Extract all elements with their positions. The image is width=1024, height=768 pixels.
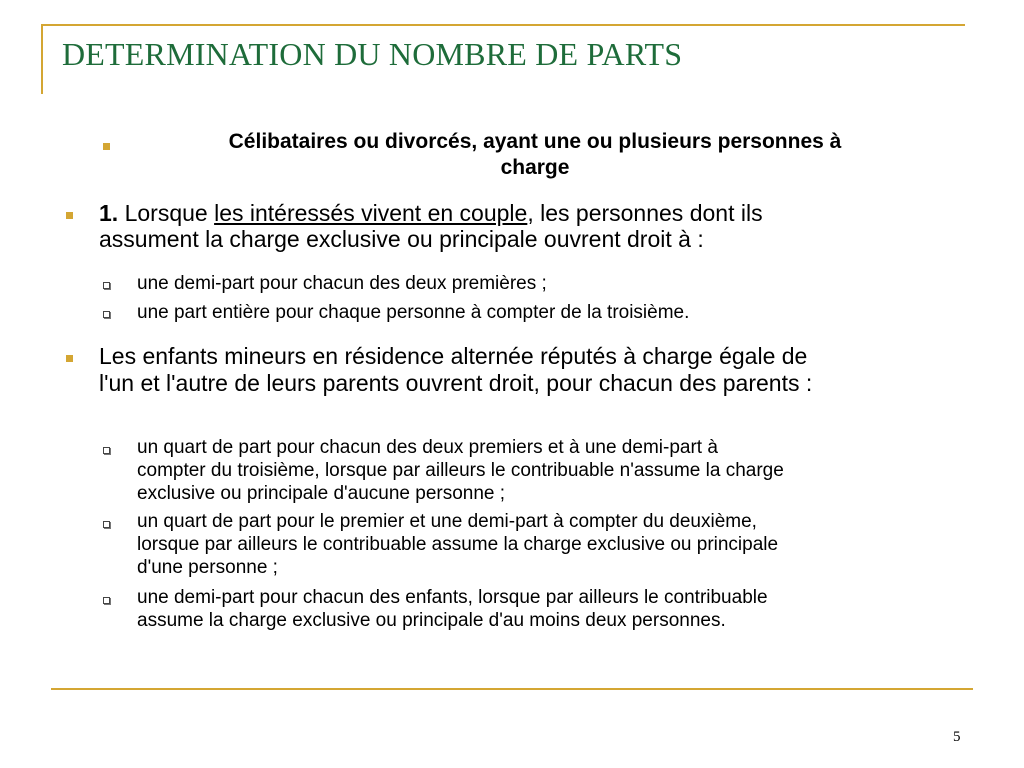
slide-title: DETERMINATION DU NOMBRE DE PARTS: [62, 36, 683, 72]
point2-item1-line3: exclusive ou principale d'aucune personne ;: [137, 483, 506, 504]
point2-item3-line2: assume la charge exclusive ou principale d'au moins deux personnes.: [137, 610, 726, 631]
point1-underlined: les intéressés vivent en couple: [214, 200, 528, 226]
header-bullet-line2: charge: [500, 156, 570, 179]
checkbox-bullet-icon: [103, 282, 110, 289]
bullet-marker: [103, 143, 110, 150]
point2-item2-line3: d'une personne ;: [137, 557, 278, 578]
bottom-border-line: [51, 688, 973, 690]
checkbox-bullet-icon: [103, 521, 110, 528]
point1-number: 1.: [99, 200, 119, 226]
point2-line1: Les enfants mineurs en résidence alternée réputés à charge égale de: [99, 343, 808, 369]
point2-item2-line1: un quart de part pour le premier et une demi-part à compter du deuxième,: [137, 511, 757, 532]
left-border-line: [41, 24, 43, 94]
header-bullet-line1: Célibataires ou divorcés, ayant une ou plusieurs personnes à: [228, 130, 842, 153]
page-number: 5: [953, 729, 961, 745]
point2-item3-line1: une demi-part pour chacun des enfants, lorsque par ailleurs le contribuable: [137, 587, 768, 608]
point1-item: une demi-part pour chacun des deux premières ;: [137, 273, 547, 294]
checkbox-bullet-icon: [103, 597, 110, 604]
point1-prefix: Lorsque: [118, 200, 215, 226]
top-border-line: [41, 24, 965, 26]
point2-item1-line1: un quart de part pour chacun des deux premiers et à une demi-part à: [137, 437, 718, 458]
point2-item2-line2: lorsque par ailleurs le contribuable assume la charge exclusive ou principale: [137, 534, 779, 555]
point1-suffix: , les personnes dont ils: [527, 200, 763, 226]
bullet-marker: [66, 355, 73, 362]
point2-line2: l'un et l'autre de leurs parents ouvrent droit, pour chacun des parents :: [99, 370, 813, 396]
point1-line2: assument la charge exclusive ou principale ouvrent droit à :: [99, 226, 704, 252]
point2-item1-line2: compter du troisième, lorsque par ailleurs le contribuable n'assume la charge: [137, 460, 784, 481]
checkbox-bullet-icon: [103, 447, 110, 454]
bullet-marker: [66, 212, 73, 219]
point1-item: une part entière pour chaque personne à compter de la troisième.: [137, 302, 690, 323]
point1-line1: [99, 200, 959, 226]
checkbox-bullet-icon: [103, 311, 110, 318]
